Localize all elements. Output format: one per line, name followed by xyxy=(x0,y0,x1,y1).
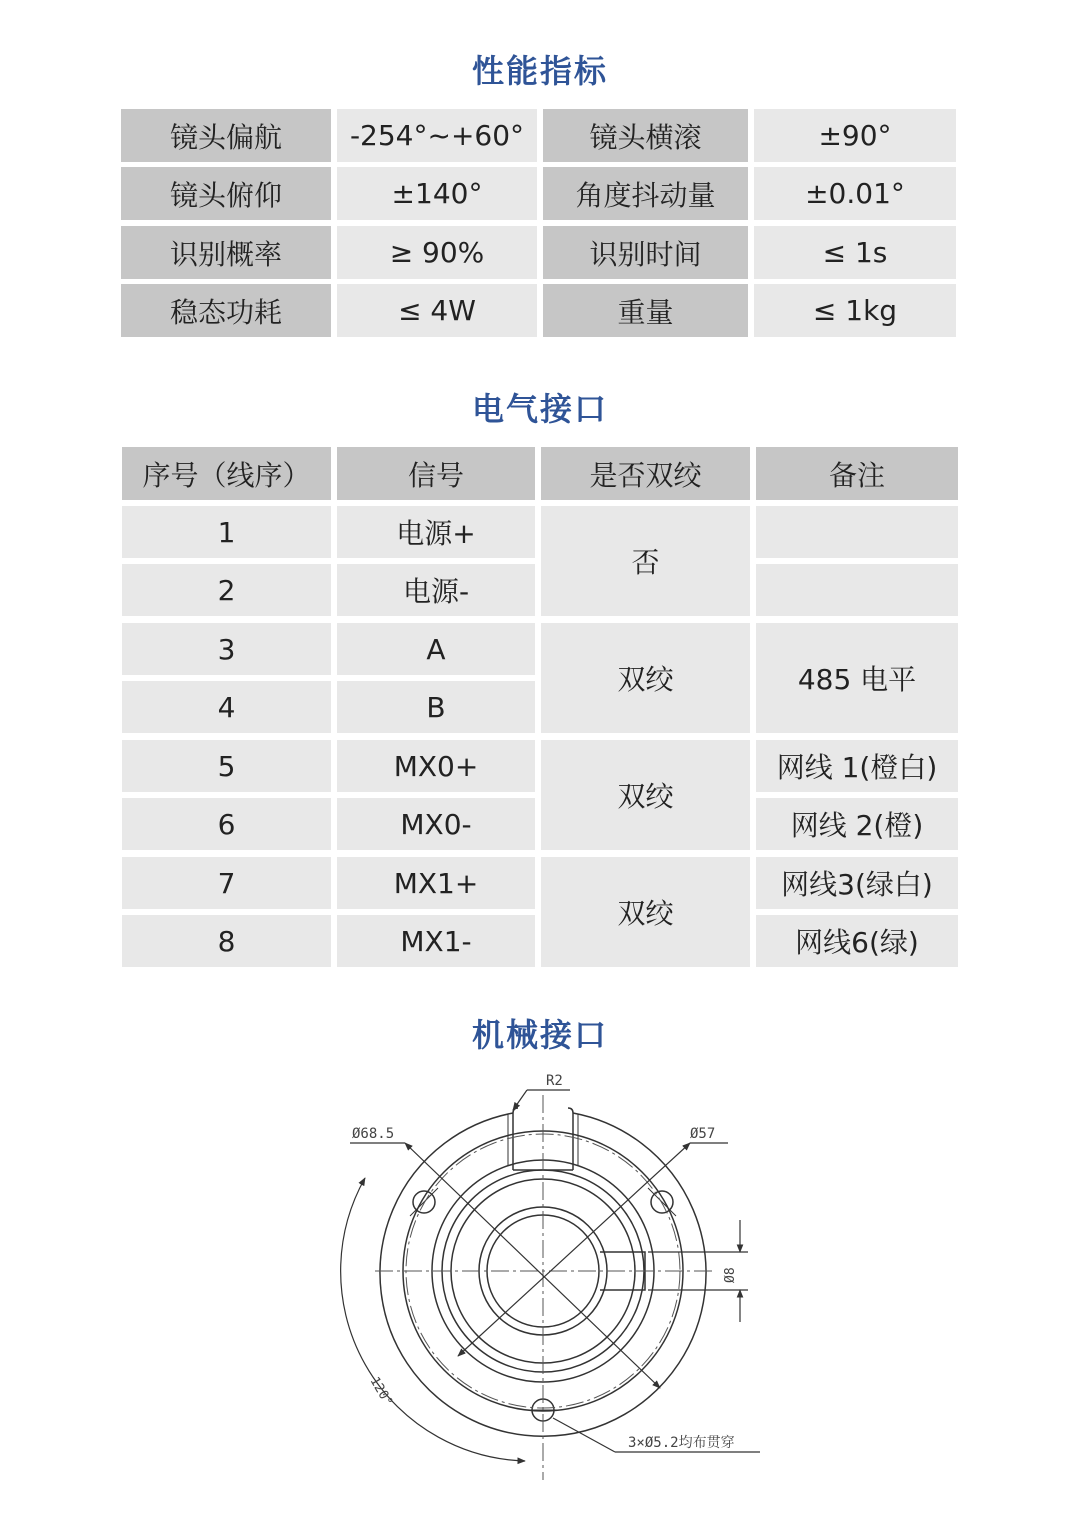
performance-title: 性能指标 xyxy=(471,52,608,90)
perf-label: 识别概率 xyxy=(121,226,331,279)
holes-label: 3×Ø5.2均布贯穿 xyxy=(628,1435,735,1451)
perf-label: 镜头偏航 xyxy=(121,109,331,162)
perf-label: 镜头俯仰 xyxy=(121,167,331,220)
d57-label: Ø57 xyxy=(690,1126,716,1142)
d68-label: Ø68.5 xyxy=(352,1126,395,1142)
header-cell: 是否双绞 xyxy=(541,447,750,500)
row-number: 2 xyxy=(122,564,331,616)
row-signal: MX0+ xyxy=(337,740,535,792)
note-cell: 网线3(绿白) xyxy=(756,857,958,909)
perf-label: 识别时间 xyxy=(543,226,748,279)
note-cell: 网线 1(橙白) xyxy=(756,740,958,792)
mechanical-title: 机械接口 xyxy=(471,1016,608,1054)
row-number: 1 xyxy=(122,506,331,558)
perf-value: ≤ 4W xyxy=(337,284,537,337)
row-signal: A xyxy=(337,623,535,675)
header-cell: 信号 xyxy=(337,447,535,500)
note-cell: 网线 2(橙) xyxy=(756,798,958,850)
row-number: 7 xyxy=(122,857,331,909)
r2-label: R2 xyxy=(546,1073,563,1089)
perf-label: 角度抖动量 xyxy=(543,167,748,220)
row-signal: MX1- xyxy=(337,915,535,967)
d8-label: Ø8 xyxy=(723,1267,738,1283)
row-number: 6 xyxy=(122,798,331,850)
row-number: 4 xyxy=(122,681,331,733)
header-cell: 序号（线序） xyxy=(122,447,331,500)
perf-value: ≤ 1s xyxy=(754,226,956,279)
row-signal: MX1+ xyxy=(337,857,535,909)
row-signal: 电源+ xyxy=(337,506,535,558)
perf-value: -254°~+60° xyxy=(337,109,537,162)
perf-value: ≥ 90% xyxy=(337,226,537,279)
twisted-cell: 双绞 xyxy=(541,623,750,733)
twisted-cell: 否 xyxy=(541,506,750,616)
row-number: 3 xyxy=(122,623,331,675)
perf-label: 稳态功耗 xyxy=(121,284,331,337)
note-cell: 网线6(绿) xyxy=(756,915,958,967)
perf-value: ±140° xyxy=(337,167,537,220)
row-signal: MX0- xyxy=(337,798,535,850)
twisted-cell: 双绞 xyxy=(541,740,750,850)
electrical-title: 电气接口 xyxy=(471,390,608,428)
angle-label: 120° xyxy=(366,1374,396,1410)
header-cell: 备注 xyxy=(756,447,958,500)
note-cell: 485 电平 xyxy=(756,623,958,733)
perf-value: ≤ 1kg xyxy=(754,284,956,337)
row-number: 8 xyxy=(122,915,331,967)
row-number: 5 xyxy=(122,740,331,792)
perf-value: ±90° xyxy=(754,109,956,162)
perf-value: ±0.01° xyxy=(754,167,956,220)
twisted-cell: 双绞 xyxy=(541,857,750,967)
perf-label: 镜头横滚 xyxy=(543,109,748,162)
row-signal: B xyxy=(337,681,535,733)
row-signal: 电源- xyxy=(337,564,535,616)
perf-label: 重量 xyxy=(543,284,748,337)
